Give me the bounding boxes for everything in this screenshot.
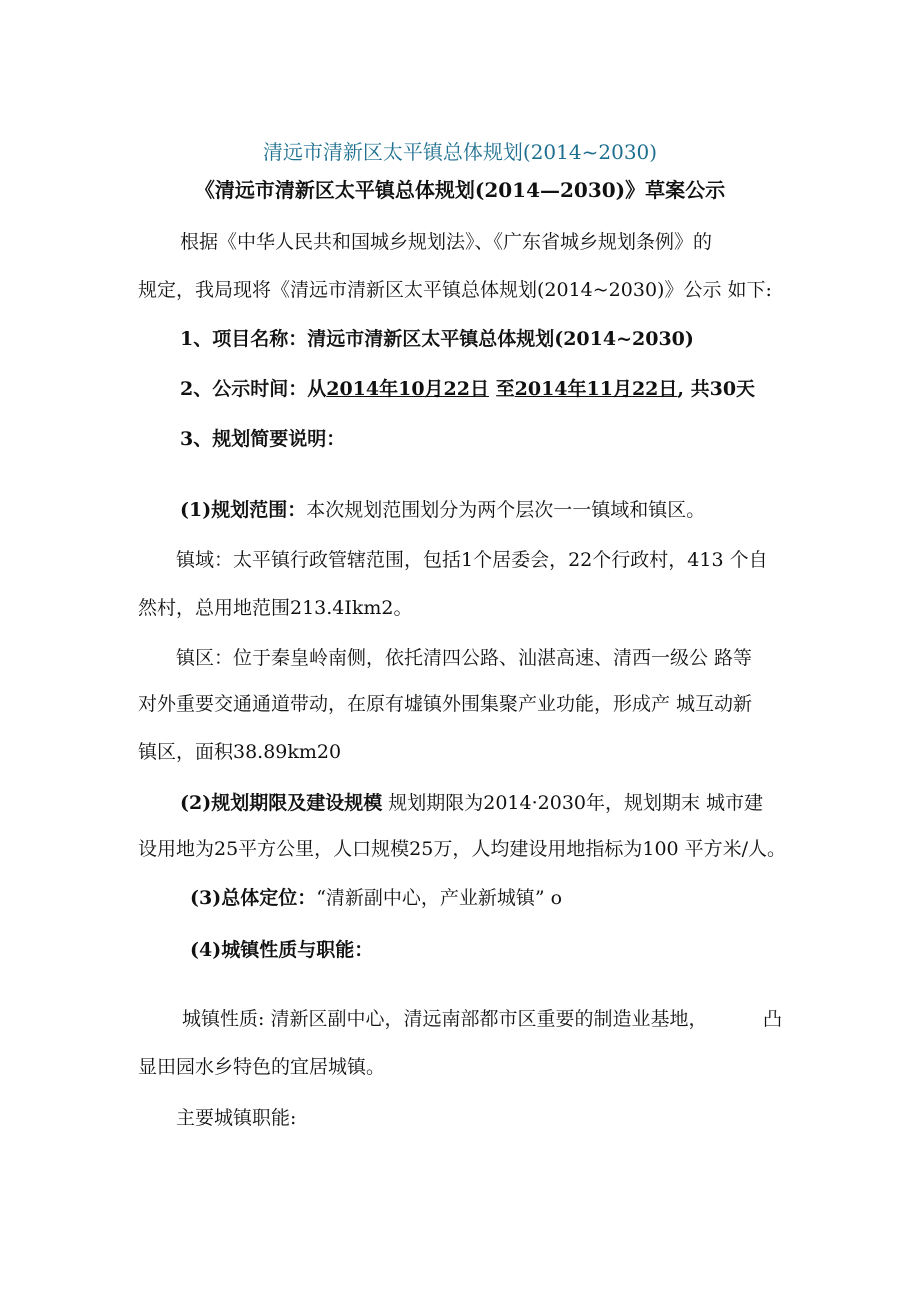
town-domain-line-1: 镇域：太平镇行政管辖范围，包括1个居委会，22个行政村，413 个自 — [176, 549, 768, 571]
overall-positioning — [190, 886, 562, 910]
planning-scope-text: 本次规划范围划分为两个层次一一镇域和镇区。 — [306, 499, 706, 521]
planning-scope — [180, 498, 705, 522]
planning-period-line-1 — [180, 791, 763, 815]
town-domain-line-2: 然村，总用地范围213.4Ikm2。 — [138, 597, 413, 619]
town-area-line-1: 镇区：位于秦皇岭南侧，依托清四公路、汕湛高速、清西一级公 路等 — [176, 647, 753, 669]
publicity-start-date: 2014年10月22日 — [326, 378, 489, 400]
town-area-line-3: 镇区，面积38.89km20 — [138, 741, 342, 763]
positioning-heading: (3)总体定位： — [190, 887, 317, 909]
publicity-end-date: 2014年11月22日 — [514, 378, 678, 400]
intro-paragraph-line-1: 根据《中华人民共和国城乡规划法》、《广东省城乡规划条例》的 — [180, 231, 713, 253]
item-plan-summary: 3、规划简要说明： — [180, 428, 346, 450]
planning-scope-heading: (1)规划范围： — [180, 499, 307, 521]
main-functions-heading: 主要城镇职能: — [176, 1107, 297, 1129]
notice-subtitle: 《清远市清新区太平镇总体规划(2014—2030)》草案公示 — [194, 178, 726, 202]
intro-paragraph-line-2: 规定，我局现将《清远市清新区太平镇总体规划(2014~2030)》公示 如下: — [138, 279, 772, 301]
nature-function-heading: (4)城镇性质与职能： — [190, 939, 374, 961]
town-nature-line-2: 显田园水乡特色的宜居城镇。 — [138, 1056, 386, 1078]
town-area-line-2: 对外重要交通通道带动，在原有墟镇外围集聚产业功能，形成产 城互动新 — [138, 693, 753, 715]
planning-period-line-2: 设用地为25平方公里，人口规模25万，人均建设用地指标为100 平方米/人。 — [138, 838, 787, 860]
town-nature-line-1 — [182, 1007, 782, 1031]
item-project-name: 1、项目名称：清远市清新区太平镇总体规划(2014~2030) — [180, 328, 694, 350]
town-nature-text: 城镇性质: 清新区副中心，清远南部都市区重要的制造业基地， — [182, 1008, 708, 1030]
town-nature-line-end: 凸 — [762, 1008, 782, 1030]
item-publicity-period — [180, 377, 755, 401]
document-title: 清远市清新区太平镇总体规划(2014~2030) — [262, 140, 658, 164]
publicity-prefix: 2、公示时间：从 — [180, 378, 327, 400]
publicity-middle: 至 — [489, 378, 515, 400]
planning-period-heading: (2)规划期限及建设规模 — [180, 792, 383, 814]
positioning-text: “清新副中心，产业新城镇” o — [316, 887, 563, 909]
publicity-suffix: , 共30天 — [677, 378, 756, 400]
planning-period-text: 规划期限为2014·2030年，规划期末 城市建 — [382, 792, 764, 814]
